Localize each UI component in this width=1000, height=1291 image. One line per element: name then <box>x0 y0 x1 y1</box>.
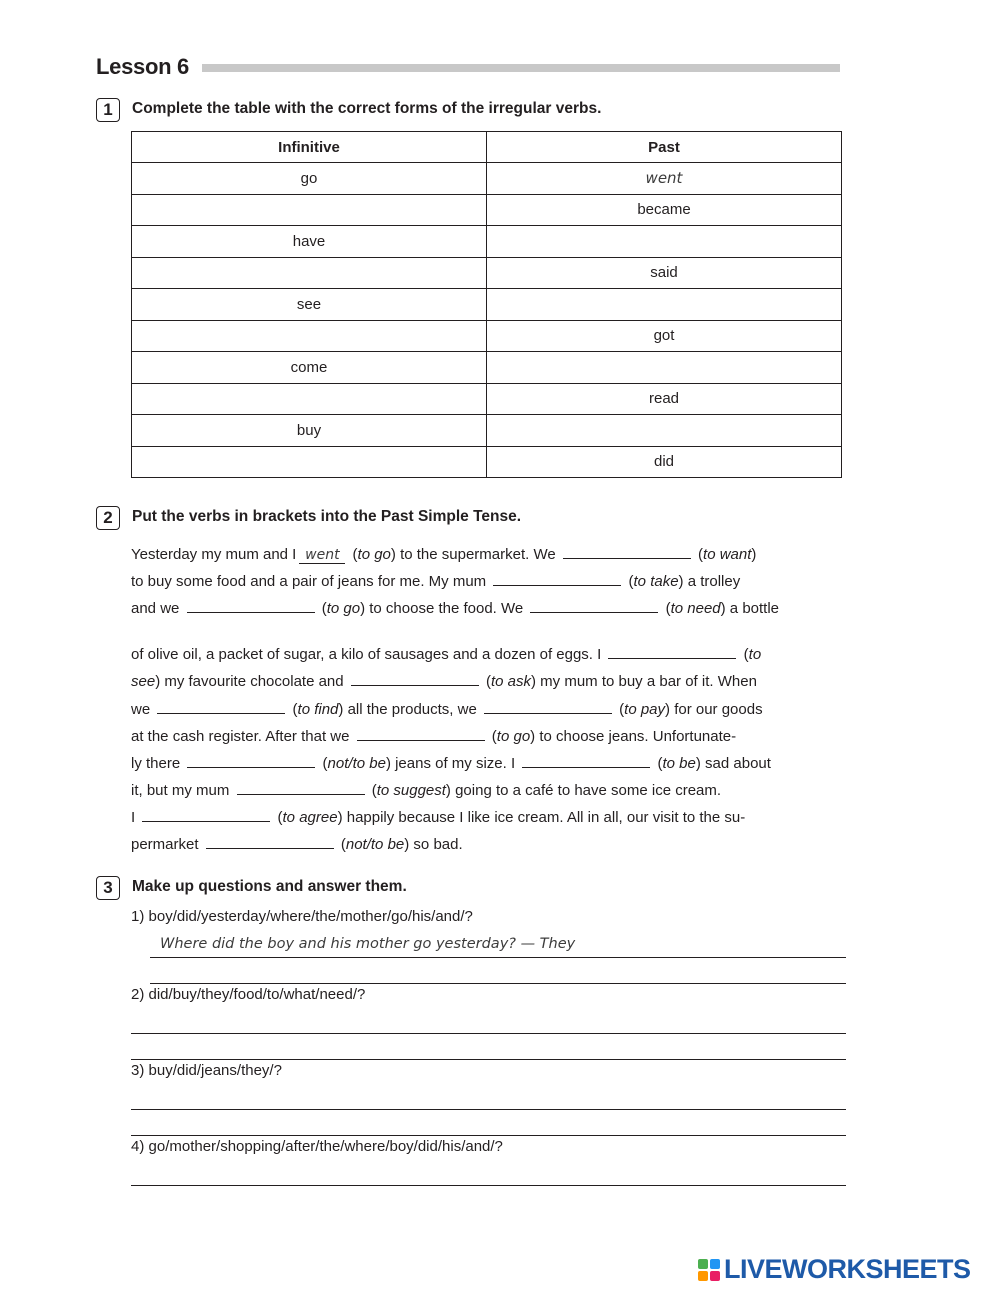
column-header-infinitive: Infinitive <box>132 132 487 163</box>
exercise-number: 2 <box>96 506 120 530</box>
verb-hint: to suggest <box>376 782 446 799</box>
text-fragment: ) for our goods <box>665 701 763 718</box>
text-fragment: ) my mum to buy a bar of it. When <box>531 673 757 690</box>
table-header-row <box>132 132 842 163</box>
text-fragment: permarket <box>131 836 199 853</box>
verb-hint: to ask <box>490 673 531 690</box>
text-line <box>131 669 841 691</box>
answer-line[interactable] <box>131 1059 846 1060</box>
answer-line[interactable] <box>131 1109 846 1110</box>
text-line <box>131 778 841 800</box>
question-prompt: 4) go/mother/shopping/after/the/where/boy/did/his/and/? <box>131 1138 503 1155</box>
question-prompt: 2) did/buy/they/food/to/what/need/? <box>131 986 366 1003</box>
text-line <box>131 642 841 664</box>
text-fragment: I <box>131 809 136 826</box>
table-row <box>132 257 842 289</box>
text-fragment: ( <box>371 782 377 799</box>
answer-blank[interactable] <box>484 697 612 714</box>
answer-line[interactable] <box>131 1135 846 1136</box>
verb-hint: to go <box>326 600 361 617</box>
text-fragment: ) a trolley <box>678 573 741 590</box>
text-line <box>131 805 841 827</box>
infinitive-cell: go <box>132 163 487 195</box>
text-fragment: ( <box>491 728 497 745</box>
answer-blank[interactable] <box>357 724 485 741</box>
answer-line[interactable] <box>150 983 846 984</box>
text-fragment: ( <box>352 546 358 563</box>
table-row <box>132 194 842 226</box>
verb-hint: to take <box>633 573 679 590</box>
text-fragment: ( <box>628 573 634 590</box>
answer-blank[interactable] <box>187 751 315 768</box>
answer-blank[interactable] <box>608 642 736 659</box>
text-fragment: ( <box>340 836 346 853</box>
title-divider-bar <box>202 64 840 72</box>
text-fragment: ) to choose jeans. Unfortunate- <box>530 728 737 745</box>
text-fragment: to buy some food and a pair of jeans for me. My mum <box>131 573 487 590</box>
logo-text: LIVEWORKSHEETS <box>724 1254 971 1284</box>
answer-blank[interactable] <box>237 778 365 795</box>
text-line <box>131 697 841 719</box>
text-fragment: ) to the supermarket. We <box>390 546 556 563</box>
text-line <box>131 832 841 854</box>
text-fragment: ( <box>485 673 491 690</box>
infinitive-cell: come <box>132 352 487 384</box>
exercise-number: 1 <box>96 98 120 122</box>
text-fragment: ) so bad. <box>404 836 463 853</box>
sample-answer[interactable]: Where did the boy and his mother go yesterday? — They <box>160 936 576 952</box>
verb-hint: to need <box>670 600 721 617</box>
text-fragment: ( <box>322 755 328 772</box>
answer-blank[interactable] <box>522 751 650 768</box>
infinitive-input-cell[interactable] <box>132 320 487 352</box>
text-fragment: ly there <box>131 755 181 772</box>
text-fragment: ( <box>657 755 663 772</box>
text-fragment: ) sad about <box>695 755 771 772</box>
answer-blank[interactable] <box>142 805 270 822</box>
verb-hint: see <box>131 673 156 690</box>
text-fragment: at the cash register. After that we <box>131 728 350 745</box>
text-line <box>131 751 841 773</box>
table-row <box>132 226 842 258</box>
answer-blank[interactable] <box>493 569 621 586</box>
verb-hint: to find <box>297 701 339 718</box>
text-fragment: Yesterday my mum and I <box>131 546 297 563</box>
text-fragment: ( <box>277 809 283 826</box>
text-line <box>131 569 841 591</box>
table-row <box>132 352 842 384</box>
text-fragment: ( <box>698 546 704 563</box>
verb-hint: to agree <box>282 809 338 826</box>
verb-hint: to go <box>496 728 531 745</box>
text-fragment: ( <box>619 701 625 718</box>
text-fragment: ( <box>743 646 749 663</box>
text-fragment: we <box>131 701 151 718</box>
table-row <box>132 320 842 352</box>
text-line <box>131 724 841 746</box>
answer-blank[interactable] <box>530 596 658 613</box>
text-fragment: ) <box>751 546 757 563</box>
text-line <box>131 596 841 618</box>
text-fragment: ) a bottle <box>720 600 780 617</box>
table-row <box>132 289 842 321</box>
exercise-instruction: Put the verbs in brackets into the Past Simple Tense. <box>132 508 522 525</box>
text-fragment: and we <box>131 600 180 617</box>
irregular-verbs-table <box>131 131 842 478</box>
text-fragment: ( <box>321 600 327 617</box>
table-row <box>132 163 842 195</box>
verb-hint: to pay <box>624 701 666 718</box>
past-cell: did <box>487 446 842 478</box>
infinitive-input-cell[interactable] <box>132 383 487 415</box>
past-input-cell[interactable] <box>487 415 842 447</box>
exercise-number: 3 <box>96 876 120 900</box>
answer-blank[interactable]: went <box>299 547 345 564</box>
text-fragment: ) my favourite chocolate and <box>155 673 344 690</box>
answer-blank[interactable] <box>157 697 285 714</box>
text-fragment: ( <box>665 600 671 617</box>
text-fragment: of olive oil, a packet of sugar, a kilo of sausages and a dozen of eggs. I <box>131 646 602 663</box>
infinitive-cell: buy <box>132 415 487 447</box>
verb-hint: not/to be <box>345 836 405 853</box>
answer-line[interactable] <box>131 1033 846 1034</box>
past-cell: read <box>487 383 842 415</box>
past-cell: got <box>487 320 842 352</box>
exercise-instruction: Make up questions and answer them. <box>132 878 407 895</box>
infinitive-cell: have <box>132 226 487 258</box>
past-answer-cell[interactable]: went <box>487 163 842 195</box>
verb-hint: to <box>748 646 762 663</box>
answer-blank[interactable] <box>206 832 334 849</box>
text-fragment: ( <box>292 701 298 718</box>
answer-line[interactable] <box>131 1185 846 1186</box>
past-input-cell[interactable] <box>487 226 842 258</box>
text-fragment: ) jeans of my size. I <box>385 755 516 772</box>
verb-hint: not/to be <box>327 755 386 772</box>
infinitive-cell: see <box>132 289 487 321</box>
verb-hint: to want <box>703 546 752 563</box>
answer-blank[interactable] <box>563 542 691 559</box>
text-fragment: it, but my mum <box>131 782 230 799</box>
text-fragment: ) happily because I like ice cream. All in all, our visit to the su- <box>337 809 746 826</box>
infinitive-input-cell[interactable] <box>132 194 487 226</box>
answer-line[interactable] <box>150 957 846 958</box>
question-prompt: 3) buy/did/jeans/they/? <box>131 1062 282 1079</box>
past-input-cell[interactable] <box>487 289 842 321</box>
exercise-instruction: Complete the table with the correct forms of the irregular verbs. <box>132 100 602 117</box>
verb-hint: to be <box>662 755 696 772</box>
table-row <box>132 446 842 478</box>
table-row <box>132 383 842 415</box>
past-cell: said <box>487 257 842 289</box>
lesson-title: Lesson 6 <box>96 54 189 79</box>
text-fragment: ) to choose the food. We <box>360 600 524 617</box>
question-prompt: 1) boy/did/yesterday/where/the/mother/go/his/and/? <box>131 908 473 925</box>
text-fragment: ) all the products, we <box>338 701 477 718</box>
past-input-cell[interactable] <box>487 352 842 384</box>
answer-blank[interactable] <box>351 669 479 686</box>
column-header-past: Past <box>487 132 842 163</box>
infinitive-input-cell[interactable] <box>132 446 487 478</box>
table-row <box>132 415 842 447</box>
verb-hint: to go <box>357 546 391 563</box>
infinitive-input-cell[interactable] <box>132 257 487 289</box>
past-cell: became <box>487 194 842 226</box>
answer-blank[interactable] <box>187 596 315 613</box>
text-line <box>131 542 841 564</box>
logo-icon <box>697 1258 721 1282</box>
text-fragment: ) going to a café to have some ice cream. <box>445 782 722 799</box>
